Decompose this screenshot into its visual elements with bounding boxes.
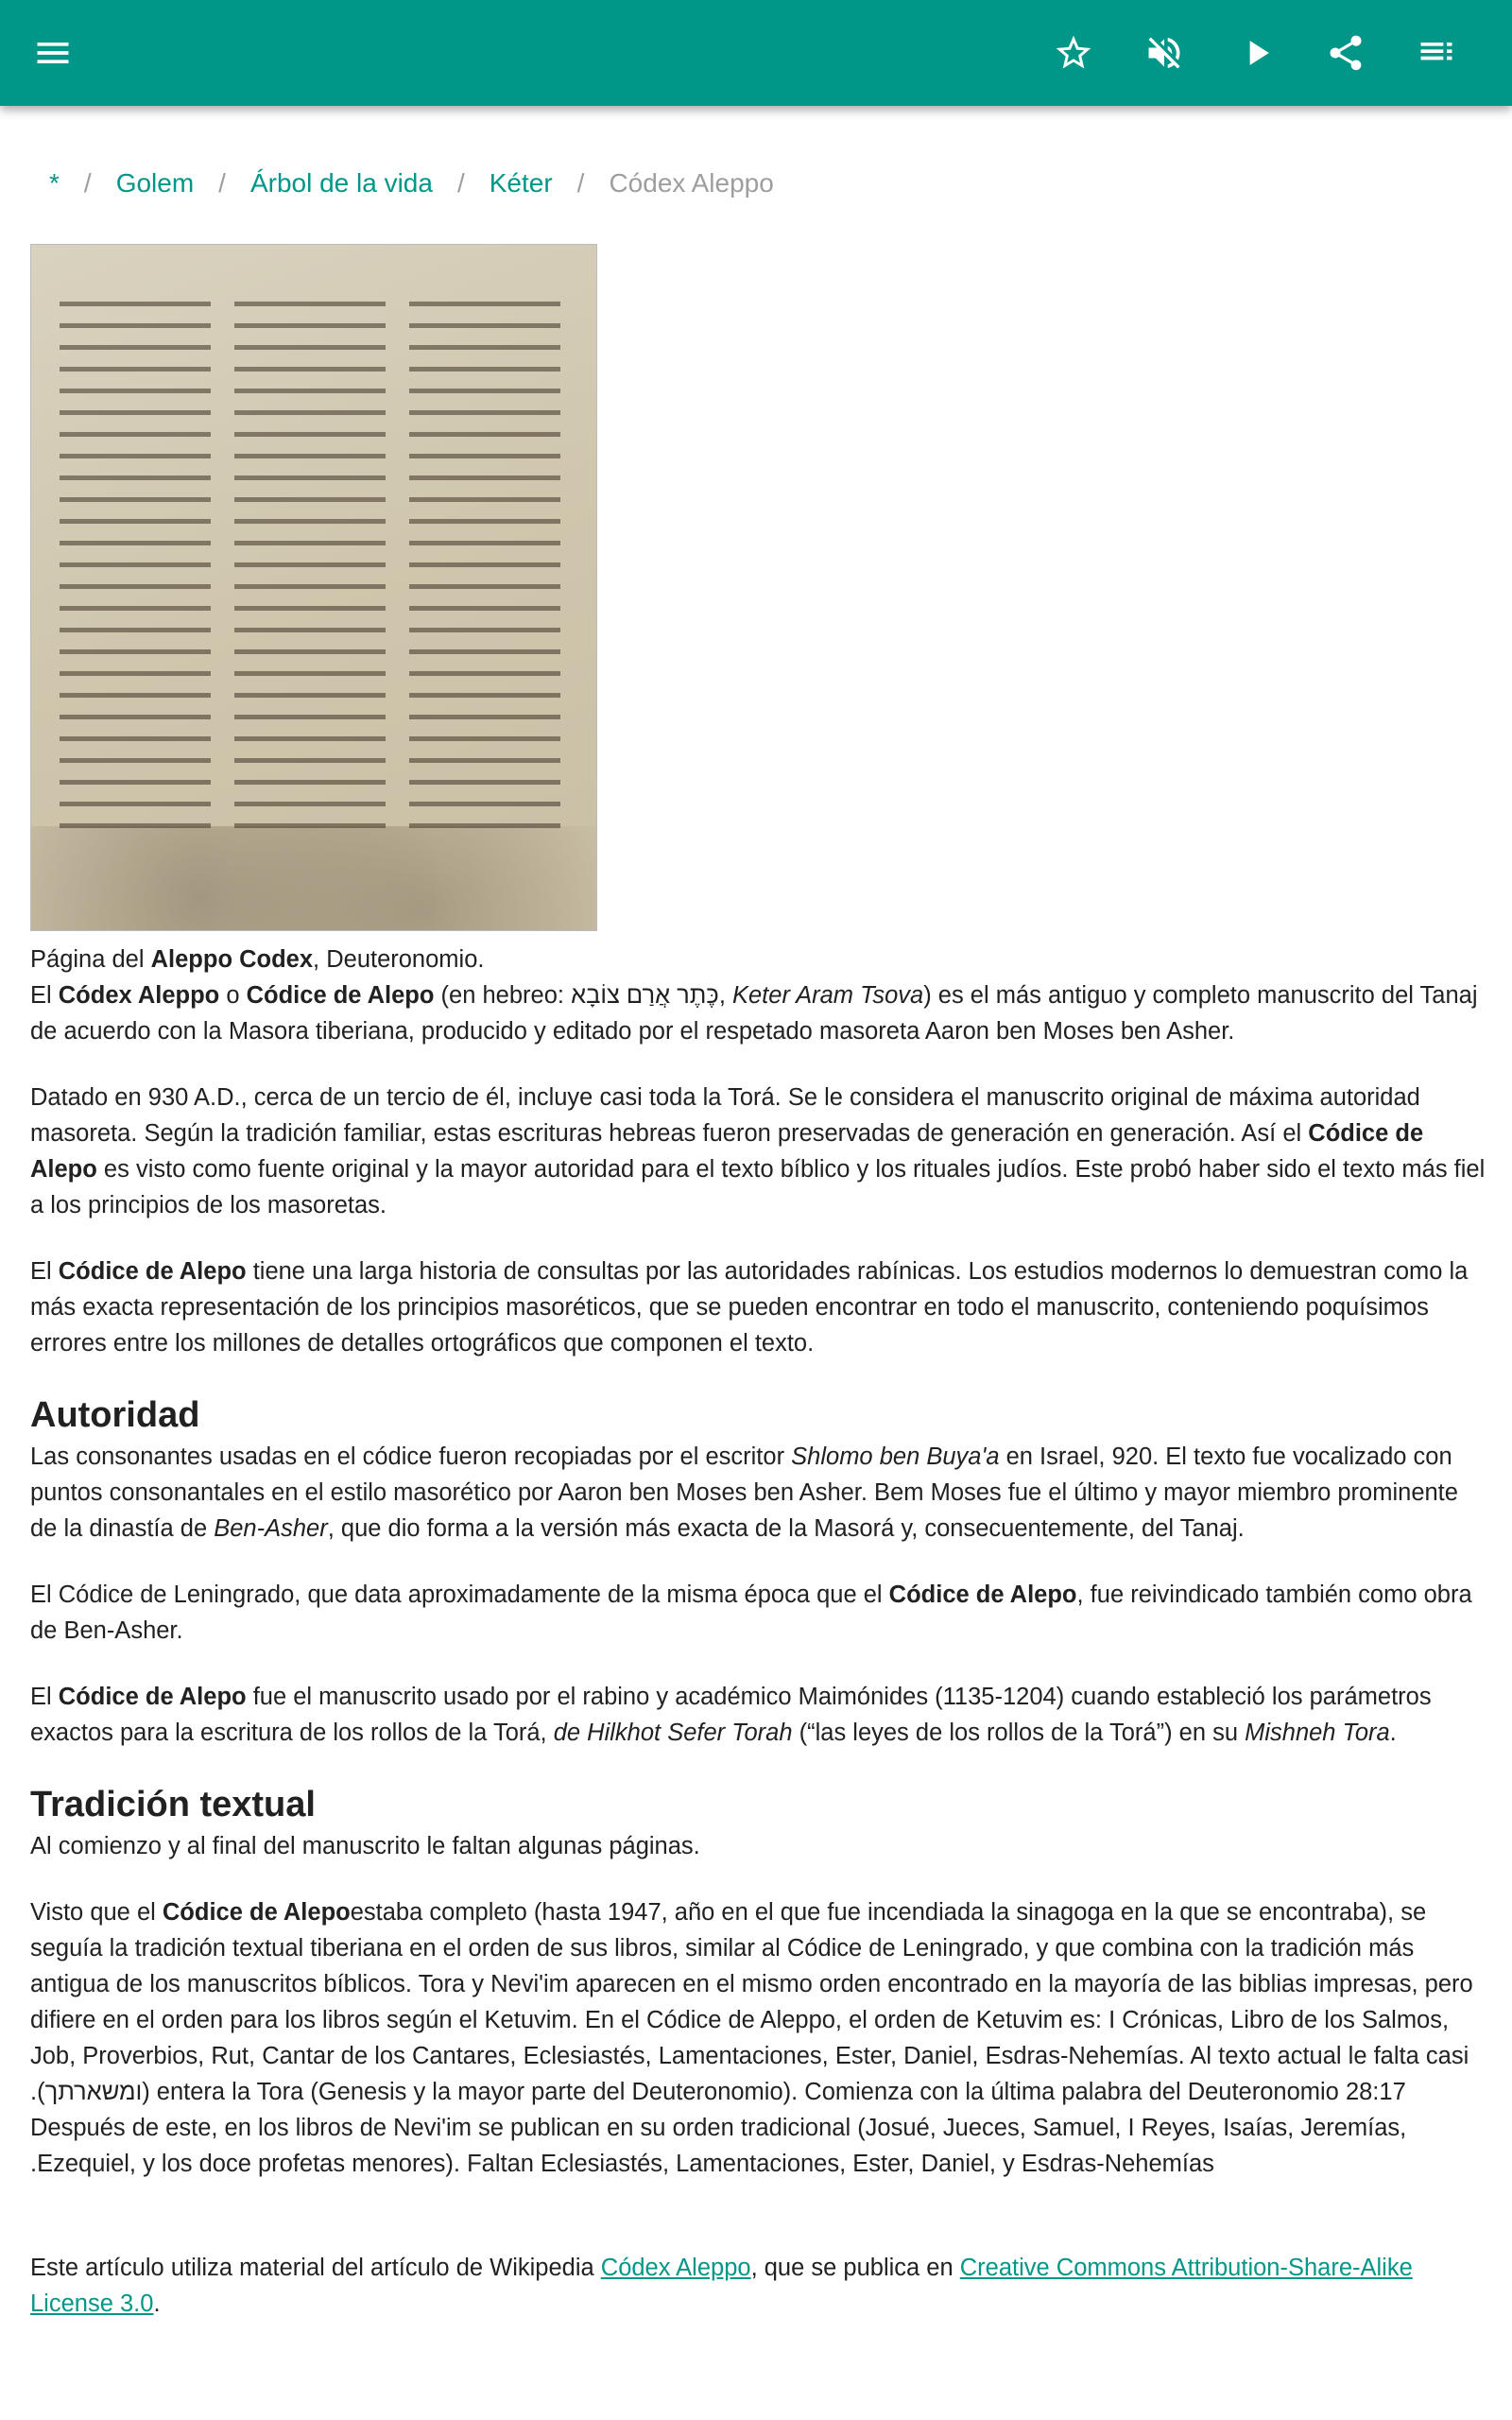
text: , [718,982,732,1009]
article-body [30,942,1486,2352]
text: , Deuteronomio. [313,946,485,973]
breadcrumb-keter[interactable]: Kéter [489,168,553,198]
text: כֶּתֶר אֲרַם צוֹבָא [571,982,719,1009]
spacer [30,2212,1486,2250]
breadcrumb [49,168,774,199]
star-icon[interactable] [1045,25,1102,81]
text: El Códice de Leningrado, que data aproximadamente de la misma época que el [30,1582,889,1608]
section-heading: Tradición textual [30,1785,316,1824]
bold-text: Códice de Alepo [246,982,435,1009]
text: Las consonantes usadas en el códice fueron recopiadas por el escritor [30,1443,792,1470]
breadcrumb-golem[interactable]: Golem [115,168,195,198]
text: (en hebreo: [434,982,572,1009]
text: Este artículo utiliza material del artículo de Wikipedia [30,2255,601,2281]
text: en Israel, 920. El texto fue vocalizado con puntos consonantales en el estilo masorético por Aaron ben Moses ben Asher. Bem Moses fue el último y mayor miembro prominente de la dinastía de [30,1443,1458,1542]
paragraph [30,1894,1486,2182]
paragraph [30,1253,1486,1361]
bold-text: Códice de Alepo [888,1582,1077,1608]
italic-text: Ben-Asher [214,1515,328,1542]
text: tiene una larga historia de consultas por las autoridades rabínicas. Los estudios modernos lo demuestran como la más exacta representación de los principios masoréticos, que se pueden encontrar en todo el manuscrito, conteniendo poquísimos errores entre los millones de detalles ortográficos que componen el texto. [30,1258,1469,1357]
text: fue el manuscrito usado por el rabino y académico Maimónides (1135-1204) cuando estableció los parámetros exactos para la escritura de los rollos de la Torá, [30,1684,1432,1746]
text: , fue reivindicado también como obra de Ben-Asher. [30,1582,1472,1644]
text: . [1389,1720,1397,1746]
italic-text: Shlomo ben Buya'a [791,1443,1000,1470]
breadcrumb-separator: / [576,168,585,198]
bold-text: Códex Aleppo [58,982,220,1009]
article-link[interactable]: Creative Commons Attribution-Share-Alike License 3.0 [30,2255,1413,2317]
bold-text: Códice de Alepo [30,1120,1424,1183]
volume-off-icon[interactable] [1136,25,1193,81]
text: Datado en 930 A.D., cerca de un tercio de él, incluye casi toda la Torá. Se le considera el manuscrito original de máxima autoridad masoreta. Según la tradición familiar, estas escrituras hebreas fueron preservadas de generación en generación. Así el [30,1084,1420,1147]
bold-text: Códice de Alepo [58,1684,247,1710]
text: Visto que el [30,1899,163,1926]
text: es visto como fuente original y la mayor autoridad para el texto bíblico y los rituales judíos. Este probó haber sido el texto más fiel a los principios de los masoretas. [30,1156,1486,1219]
paragraph [30,2250,1486,2322]
breadcrumb-arbol[interactable]: Árbol de la vida [249,168,433,198]
paragraph [30,1080,1486,1223]
play-icon[interactable] [1228,25,1285,81]
bold-text: Códice de Alepo [58,1258,247,1285]
text: estaba completo (hasta 1947, año en el que fue incendiada la sinagoga en la que se encontraba), se seguía la tradición textual tiberiana en el orden de sus libros, similar al Códice de Leningrado, y que combina con la tradición más antigua de los manuscritos bíblicos. Tora y Nevi'im aparecen en el mismo orden encontrado en la mayoría de las biblias impresas, pero difiere en el orden para los libros según el Ketuvim. En el Códice de Aleppo, el orden de Ketuvim es: I Crónicas, Libro de los Salmos, Job, Proverbios, Rut, Cantar de los Cantares, Eclesiastés, Lamentaciones, Ester, Daniel, Esdras-Nehemías. Al texto actual le falta casi entera la Tora (Genesis y la mayor parte del Deuteronomio). Comienza con la última palabra del Deuteronomio 28:17 (ומשארתך). Después de este, en los libros de Nevi'im se publican en su orden tradicional (Josué, Jueces, Samuel, I Reyes, Isaías, Jeremías, Ezequiel, y los doce profetas menores). Faltan Eclesiastés, Lamentaciones, Ester, Daniel, y Esdras-Nehemías. [30,1899,1473,2177]
text: ) es el más antiguo y completo manuscrito del Tanaj de acuerdo con la Masora tiberiana, producido y editado por el respetado masoreta Aaron ben Moses ben Asher. [30,982,1478,1045]
italic-text: Keter Aram Tsova [731,982,924,1009]
text: (“las leyes de los rollos de la Torá”) en su [792,1720,1246,1746]
text: , que dio forma a la versión más exacta de la Masorá y, consecuentemente, del Tanaj. [327,1515,1245,1542]
breadcrumb-separator: / [456,168,465,198]
image-caption [30,942,1486,977]
text: El [30,982,59,1009]
paragraph [30,1828,1486,1864]
text: . [153,2290,161,2317]
app-bar [0,0,1512,106]
text: El [30,1684,59,1710]
breadcrumb-home[interactable]: * [49,168,60,198]
text: Al comienzo y al final del manuscrito le faltan algunas páginas. [30,1833,700,1859]
paragraph [30,1439,1486,1547]
text: o [219,982,247,1009]
italic-text: de Hilkhot Sefer Torah [553,1720,793,1746]
paragraph [30,1679,1486,1751]
breadcrumb-separator: / [83,168,92,198]
text: El [30,1258,59,1285]
bold-text: Códice de Alepo [162,1899,351,1926]
menu-icon[interactable] [25,25,81,81]
share-icon[interactable] [1317,25,1374,81]
paragraph [30,977,1486,1049]
aleppo-codex-page-image [30,244,597,931]
text: , que se publica en [750,2255,960,2281]
text: Página del [30,946,151,973]
playlist-icon[interactable] [1408,25,1465,81]
section-heading: Autoridad [30,1395,200,1435]
breadcrumb-separator: / [218,168,226,198]
article-link[interactable]: Códex Aleppo [600,2255,751,2281]
bold-text: Aleppo Codex [150,946,314,973]
italic-text: Mishneh Tora [1245,1720,1390,1746]
paragraph [30,1577,1486,1649]
breadcrumb-current: Códex Aleppo [609,168,774,198]
